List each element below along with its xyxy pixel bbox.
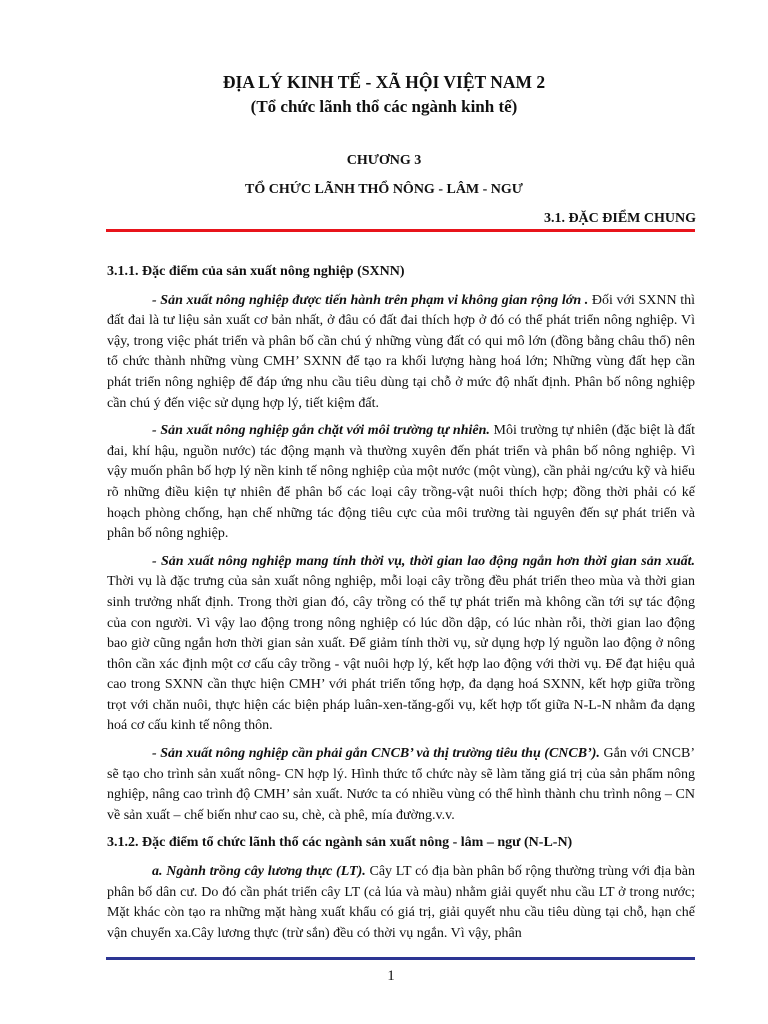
paragraph-5-lead: a. Ngành trồng cây lương thực (LT).	[152, 864, 366, 880]
paragraph-3-lead: - Sản xuất nông nghiệp mang tính thời vụ, thời gian lao động ngắn hơn thời gian sản xuất.	[152, 553, 695, 569]
paragraph-3-text: Thời vụ là đặc trưng của sản xuất nông nghiệp, mỗi loại cây trồng đều phát triển theo mùa và thời gian sinh trưởng nhất định. Trong thời gian đó, cây trồng có thể tự phát triển mà không cần tới sự tác động của con người. Vì vậy lao động trong nông nghiệp có lúc dồn dập, có lúc nhàn rỗi, thời gian lao động bao giờ cũng ngắn hơn thời gian sản xuất. Để giảm tính thời vụ, sử dụng hợp lý nguồn lao động ở nông thôn cần xác định một cơ cấu cây trồng - vật nuôi hợp lý, kết hợp lao động với thời vụ. Để đạt hiệu quả cao trong SXNN cần thực hiện CMH’ với phát triển tổng hợp, đa dạng hoá SXNN, kết hợp giữa trồng trọt với chăn nuôi, thực hiện các biện pháp luân-xen-tăng-gối vụ, kết hợp tốt giữa N-L-N nhằm đa dạng hoá cơ cấu kinh tế nông thôn.	[107, 574, 695, 734]
document-subtitle: (Tổ chức lãnh thổ các ngành kinh tế)	[250, 97, 518, 116]
paragraph-2	[107, 421, 695, 545]
paragraph-1-text: Đối với SXNN thì đất đai là tư liệu sản xuất cơ bản nhất, ở đâu có đất đai thích hợp ở đó có thể phát triển nông nghiệp. Vì vậy, trong việc phát triển và phân bố cần chú ý những vùng đất có qui mô lớn (đồng bằng châu thổ) nên tổ chức thành những vùng CMH’ SXNN để tạo ra khối lượng hàng hoá lớn; Những vùng đất hẹp cần phát triển nông nghiệp để đáp ứng nhu cầu tiêu dùng tại chỗ ở mức độ nhất định. Phân bố nông nghiệp cần chú ý đến việc sử dụng hợp lý, tiết kiệm đất.	[107, 292, 695, 411]
paragraph-5	[107, 862, 695, 944]
document-body	[107, 262, 695, 951]
paragraph-3	[107, 552, 695, 737]
subsection-heading-2: 3.1.2. Đặc điểm tổ chức lãnh thổ các ngành sản xuất nông - lâm – ngư (N-L-N)	[107, 835, 573, 851]
paragraph-4-lead: - Sản xuất nông nghiệp cần phải gắn CNCB’ và thị trường tiêu thụ (CNCB’).	[152, 746, 600, 762]
footer-divider	[106, 957, 695, 960]
document-title: ĐỊA LÝ KINH TẾ - XÃ HỘI VIỆT NAM 2	[222, 72, 546, 92]
paragraph-5-text: Cây LT có địa bàn phân bố rộng thường trùng với địa bàn phân bố dân cư. Do đó cần phát triển cây LT (cả lúa và màu) nhằm giải quyết nhu cầu LT ở trong nước; Mặt khác còn tạo ra những mặt hàng xuất khẩu có giá trị, giải quyết nhu cầu tiêu dùng tại chỗ, hạn chế vận chuyển xa.Cây lương thực (trừ sắn) đều có thời vụ ngắn. Vì vậy, phân	[107, 864, 695, 941]
chapter-number: CHƯƠNG 3	[346, 153, 422, 168]
paragraph-4-text: Gắn với CNCB’ sẽ tạo cho trình sản xuất nông- CN hợp lý. Hình thức tổ chức này sẽ làm tăng giá trị của sản phẩm nông nghiệp, nâng cao trình độ CMH’ sản xuất. Nước ta có nhiều vùng có thể hình thành chu trình nông – CN về sản xuất – chế biến như cao su, chè, cà phê, mía đường.v.v.	[107, 746, 695, 823]
page-number: 1	[387, 968, 395, 984]
paragraph-1-lead: - Sản xuất nông nghiệp được tiến hành trên phạm vi không gian rộng lớn .	[152, 292, 589, 308]
paragraph-1	[107, 291, 695, 415]
section-heading: 3.1. ĐẶC ĐIỂM CHUNG	[543, 211, 696, 226]
subsection-heading-1: 3.1.1. Đặc điểm của sản xuất nông nghiệp (SXNN)	[107, 264, 405, 279]
paragraph-4	[107, 744, 695, 826]
header-divider	[106, 229, 695, 232]
paragraph-2-lead: - Sản xuất nông nghiệp gắn chặt với môi trường tự nhiên.	[152, 423, 490, 439]
chapter-title: TỔ CHỨC LÃNH THỔ NÔNG - LÂM - NGƯ	[245, 182, 523, 197]
paragraph-2-text: Môi trường tự nhiên (đặc biệt là đất đai, khí hậu, nguồn nước) tác động mạnh và thường xuyên đến phát triển và phân bố nông nghiệp. Vì vậy muốn phân bố hợp lý nền kinh tế nông nghiệp của một nước (một vùng), cần phải ng/cứu kỹ và hiểu rõ những điều kiện tự nhiên để phân bố các loại cây trồng-vật nuôi thích hợp; đồng thời phải có kế hoạch phòng chống, hạn chế những tác động tiêu cực của môi trường tài nguyên đến sự phát triển và phân bố nông nghiệp.	[107, 423, 695, 542]
